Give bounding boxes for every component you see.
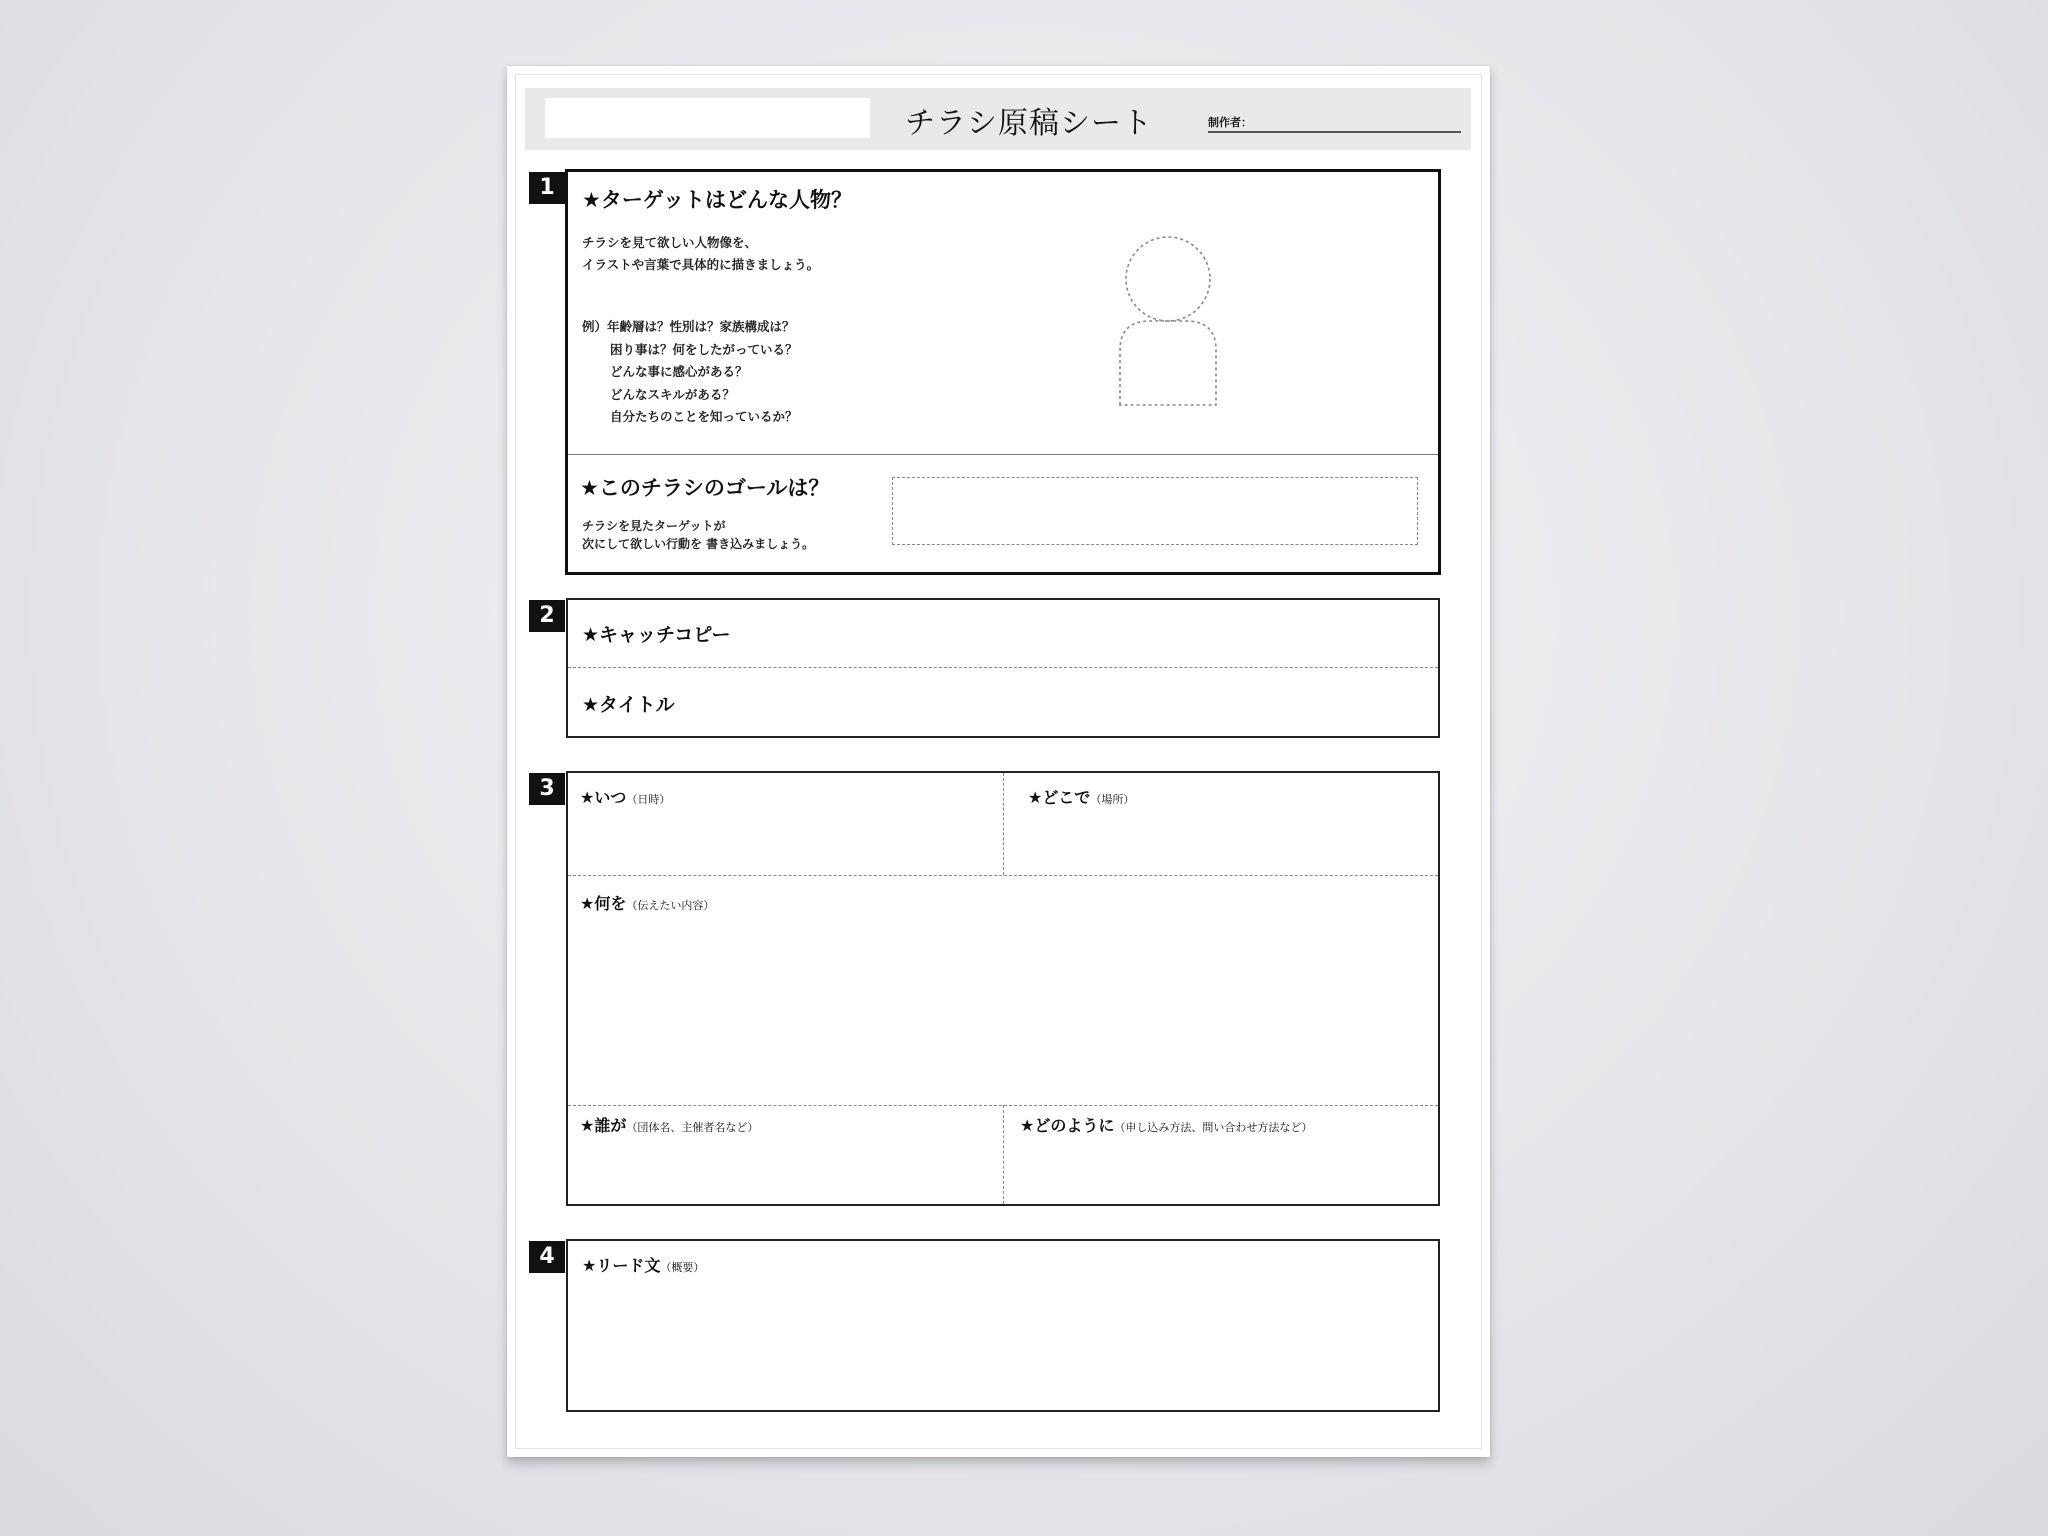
where-text: ★どこで <box>1028 788 1091 807</box>
goal-input-box[interactable] <box>892 477 1418 545</box>
header-blank-field[interactable] <box>545 98 870 138</box>
where-label <box>1028 785 1134 808</box>
catch-copy-label: ★キャッチコピー <box>582 624 731 646</box>
section-3-divider-top <box>568 875 1438 876</box>
how-label <box>1020 1113 1312 1136</box>
goal-description <box>582 517 814 553</box>
section-2-box <box>566 598 1440 738</box>
author-label: 制作者： <box>1208 116 1252 129</box>
how-hint: （申し込み方法、問い合わせ方法など） <box>1114 1121 1313 1134</box>
example-line: 例）年齢層は？性別は？家族構成は？ <box>582 319 795 334</box>
when-where-divider <box>1003 773 1004 875</box>
how-text: ★どのように <box>1020 1116 1115 1135</box>
section-3-number: 3 <box>529 773 565 805</box>
section-2-divider <box>568 667 1438 668</box>
goal-heading: ★このチラシのゴールは？ <box>580 476 830 500</box>
who-hint: （団体名、主催者名など） <box>626 1121 759 1134</box>
target-desc-line: イラストや言葉で具体的に描きましょう。 <box>582 257 820 272</box>
example-line: 困り事は？何をしたがっている？ <box>610 341 798 357</box>
document-title: チラシ原稿シート <box>905 106 1153 141</box>
lead-text: ★リード文 <box>582 1256 661 1275</box>
header-band <box>525 88 1471 150</box>
section-1-box <box>565 169 1441 575</box>
what-text: ★何を <box>580 894 627 913</box>
example-line: どんなスキルがある？ <box>610 386 735 402</box>
section-1-number: 1 <box>529 172 565 204</box>
section-1-divider <box>568 454 1438 455</box>
author-input-line[interactable] <box>1208 131 1461 133</box>
when-hint: （日時） <box>626 793 671 806</box>
example-line: どんな事に感心がある？ <box>610 364 748 379</box>
where-hint: （場所） <box>1090 793 1135 806</box>
target-examples <box>582 316 798 429</box>
who-how-divider <box>1003 1105 1004 1204</box>
section-3-box <box>566 771 1440 1206</box>
section-4-number: 4 <box>529 1241 565 1273</box>
title-label: ★タイトル <box>582 694 675 716</box>
target-description <box>582 232 819 276</box>
who-label <box>580 1113 758 1136</box>
section-4-box <box>566 1239 1440 1412</box>
who-text: ★誰が <box>580 1116 627 1135</box>
target-heading: ★ターゲットはどんな人物？ <box>582 188 852 212</box>
target-desc-line: チラシを見て欲しい人物像を、 <box>582 235 758 250</box>
example-line: 自分たちのことを知っているか？ <box>610 409 798 424</box>
when-label <box>580 785 670 808</box>
goal-desc-line: 次にして欲しい行動を 書き込みましょう。 <box>582 537 815 551</box>
lead-hint: （概要） <box>660 1261 705 1274</box>
when-text: ★いつ <box>580 788 627 807</box>
person-placeholder-icon <box>1108 235 1228 410</box>
flyer-sheet-page <box>507 66 1490 1457</box>
goal-desc-line: チラシを見たターゲットが <box>582 519 726 533</box>
section-2-number: 2 <box>529 600 565 632</box>
what-label <box>580 891 714 914</box>
what-hint: （伝えたい内容） <box>626 899 715 912</box>
lead-label <box>582 1253 704 1276</box>
